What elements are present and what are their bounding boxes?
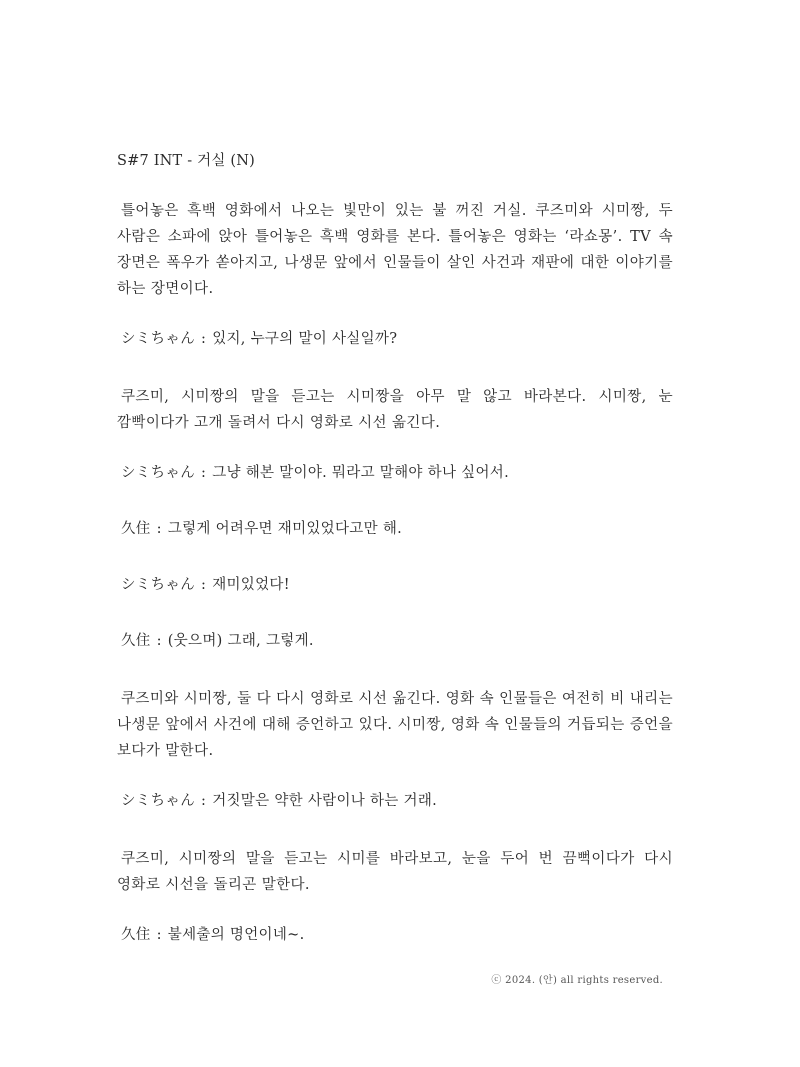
scene-heading: S#7 INT - 거실 (N): [117, 153, 255, 169]
dialogue-separator: :: [201, 331, 207, 347]
action-paragraph: 쿠즈미, 시미짱의 말을 듣고는 시미를 바라보고, 눈을 두어 번 끔뻑이다가 다시 영화로 시선을 돌리곤 말한다.: [117, 851, 673, 893]
dialogue-text: (웃으며) 그래, 그렇게.: [167, 633, 314, 649]
dialogue-line: [117, 328, 673, 350]
dialogue-text: 불세출의 명언이네~.: [167, 927, 305, 943]
dialogue-line: [117, 790, 673, 812]
speaker-name: 久住: [121, 633, 151, 649]
speaker-name: 久住: [121, 927, 151, 943]
dialogue-line: [117, 924, 673, 946]
dialogue-separator: :: [156, 927, 162, 943]
speaker-name: シミちゃん: [121, 793, 195, 809]
speaker-name: シミちゃん: [121, 577, 195, 593]
speaker-name: シミちゃん: [121, 465, 195, 481]
dialogue-separator: :: [156, 521, 162, 537]
action-paragraph: 쿠즈미, 시미짱의 말을 듣고는 시미짱을 아무 말 않고 바라본다. 시미짱, 눈 깜빡이다가 고개 돌려서 다시 영화로 시선 옮긴다.: [117, 389, 673, 431]
dialogue-line: [117, 462, 673, 484]
dialogue-separator: :: [156, 633, 162, 649]
speaker-name: 久住: [121, 521, 151, 537]
dialogue-text: 거짓말은 약한 사람이나 하는 거래.: [212, 793, 438, 809]
copyright-footer: ⓒ 2024. (안) all rights reserved.: [491, 975, 663, 986]
action-paragraph: 쿠즈미와 시미짱, 둘 다 다시 영화로 시선 옮긴다. 영화 속 인물들은 여전히 비 내리는 나생문 앞에서 사건에 대해 증언하고 있다. 시미짱, 영화 속 인물들의 거듭되는 증언을 보다가 말한다.: [117, 691, 673, 759]
dialogue-line: [117, 630, 673, 652]
screenplay-page: [117, 150, 673, 980]
dialogue-separator: :: [201, 793, 207, 809]
speaker-name: シミちゃん: [121, 331, 195, 347]
dialogue-line: [117, 518, 673, 540]
dialogue-text: 있지, 누구의 말이 사실일까?: [212, 331, 398, 347]
dialogue-line: [117, 574, 673, 596]
dialogue-text: 그냥 해본 말이야. 뭐라고 말해야 하나 싶어서.: [212, 465, 509, 481]
dialogue-separator: :: [201, 577, 207, 593]
action-paragraph: 틀어놓은 흑백 영화에서 나오는 빛만이 있는 불 꺼진 거실. 쿠즈미와 시미짱, 두 사람은 소파에 앉아 틀어놓은 흑백 영화를 본다. 틀어놓은 영화는 ‘라쇼몽’. TV 속 장면은 폭우가 쏟아지고, 나생문 앞에서 인물들이 살인 사건과 재판에 대한 이야기를 하는 장면이다.: [117, 203, 673, 297]
dialogue-text: 재미있었다!: [212, 577, 290, 593]
dialogue-text: 그렇게 어려우면 재미있었다고만 해.: [167, 521, 403, 537]
dialogue-separator: :: [201, 465, 207, 481]
